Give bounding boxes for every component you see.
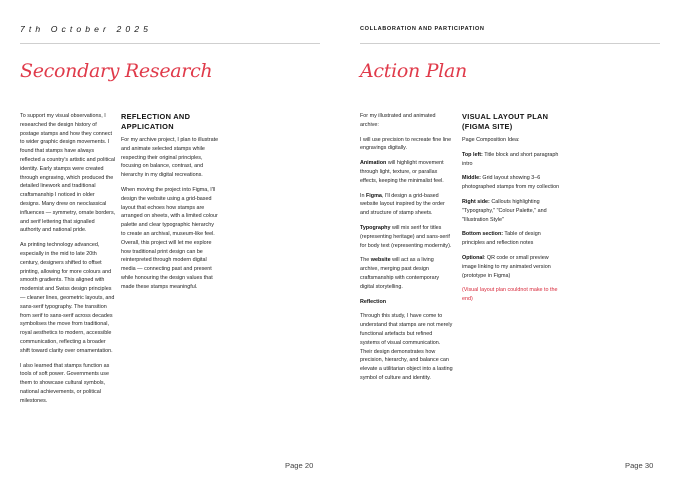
label: Reflection — [360, 298, 387, 305]
label: Animation — [360, 160, 387, 167]
paragraph: Through this study, I have come to understand that stamps are not merely functional artefacts but refined systems of visual communication. Their design demonstrates how precision, hierarchy, and balance can elevate a utilitarian object into a lasting symbol of culture and identity. — [360, 313, 453, 381]
text: Table of design principles and reflection notes — [462, 231, 541, 247]
reflection-column — [121, 112, 219, 298]
right-page — [340, 0, 680, 481]
page-number: Page 30 — [625, 461, 654, 470]
text: The — [360, 257, 371, 264]
label: website — [370, 257, 391, 264]
paragraph: As printing technology advanced, especially in the mid to late 20th century, designers shifted to offset printing, allowing for more colours and smooth gradients. This aligned with modernist and Swiss design principles — cleaner lines, geometric layouts, and sans-serif typography. The transition from serif to sans-serif across decades symbolises the move from traditional, royal aesthetics to modern, accessible communication, reflecting a broader shift toward clarity over ornamentation. — [20, 242, 115, 354]
page-title: Secondary Research — [20, 60, 213, 82]
date-header: 7th October 2025 — [20, 24, 153, 34]
label: Bottom section: — [462, 231, 504, 238]
text: will act as a living archive, merging past design craftsmanship with contemporary digital storytelling. — [360, 257, 440, 290]
paragraph — [462, 198, 562, 224]
text: : QR code or small preview image linking to my animated version (prototype in Figma) — [462, 254, 551, 279]
label: Typography — [360, 224, 391, 231]
page-number: Page 20 — [285, 461, 314, 470]
paragraph: I also learned that stamps function as tools of soft power. Governments use them to showcase cultural symbols, national achievements, or political milestones. — [20, 362, 110, 404]
action-plan-column — [360, 112, 453, 389]
label: Middle: — [462, 175, 481, 182]
label: Optional — [462, 254, 484, 261]
text: will mix serif for titles (representing heritage) and sans-serif for body text (representing modernity). — [360, 224, 452, 249]
layout-plan-column — [462, 112, 562, 310]
paragraph — [462, 230, 562, 248]
header-rule — [20, 43, 320, 44]
label: Figma — [366, 192, 382, 199]
paragraph — [462, 254, 562, 280]
paragraph: To support my visual observations, I researched the design history of postage stamps and how they connect to wider graphic design movements. I found that stamps have always reflected a country's artistic and political identity. Early stamps were created through engraving, which produced the detailed linework and traditional craftsmanship I noticed in older designs. Many drew on neoclassical influences — symmetry, ornate borders, and serif lettering that signalled authority and national pride. — [20, 113, 116, 234]
text: Title block and short paragraph intro — [462, 151, 559, 167]
text: will highlight movement through light, texture, or parallax effects, keeping the minimalist feel. — [360, 160, 444, 184]
text: In — [360, 192, 366, 199]
text: Callouts highlighting "Typography," "Colour Palette," and "Illustration Style" — [462, 198, 547, 223]
note: (Visual layout plan couldnot make to the end) — [462, 287, 558, 303]
paragraph — [360, 159, 453, 185]
paragraph: For my archive project, I plan to illustrate and animate selected stamps while respecting their original principles, focusing on balance, contrast, and hierarchy in my digital recreations. — [121, 137, 219, 179]
paragraph — [360, 224, 453, 250]
paragraph — [360, 256, 453, 291]
paragraph: I will use precision to recreate fine line engravings digitally. — [360, 136, 452, 152]
paragraph — [462, 151, 562, 169]
text: Grid layout showing 3–6 photographed stamps from my collection — [462, 175, 560, 191]
text: , I'll design a grid-based website layout inspired by the order and structure of stamp sheets. — [360, 192, 445, 217]
section-heading: REFLECTION AND APPLICATION — [121, 112, 191, 131]
label: Right side: — [462, 198, 490, 205]
paragraph — [462, 174, 562, 192]
paragraph: When moving the project into Figma, I'll design the website using a grid-based layout that echoes how stamps are arranged on sheets, with a limited colour palette and clear typographic hierarchy to create an archival, museum-like feel. Overall, this project will let me explore how traditional print design can be reinterpreted through modern digital media — connecting past and present while honouring the design values that made these stamps meaningful. — [121, 186, 218, 290]
paragraph: Page Composition Idea: — [462, 137, 520, 143]
label: Top left: — [462, 151, 483, 158]
paragraph — [360, 192, 453, 218]
paragraph: For my illustrated and animated archive: — [360, 113, 436, 128]
section-header: COLLABORATION AND PARTICIPATION — [360, 26, 485, 32]
page-title: Action Plan — [360, 60, 467, 82]
header-rule — [360, 43, 660, 44]
paragraph — [360, 298, 453, 307]
section-heading: VISUAL LAYOUT PLAN (FIGMA SITE) — [462, 112, 549, 131]
research-column — [20, 112, 116, 412]
